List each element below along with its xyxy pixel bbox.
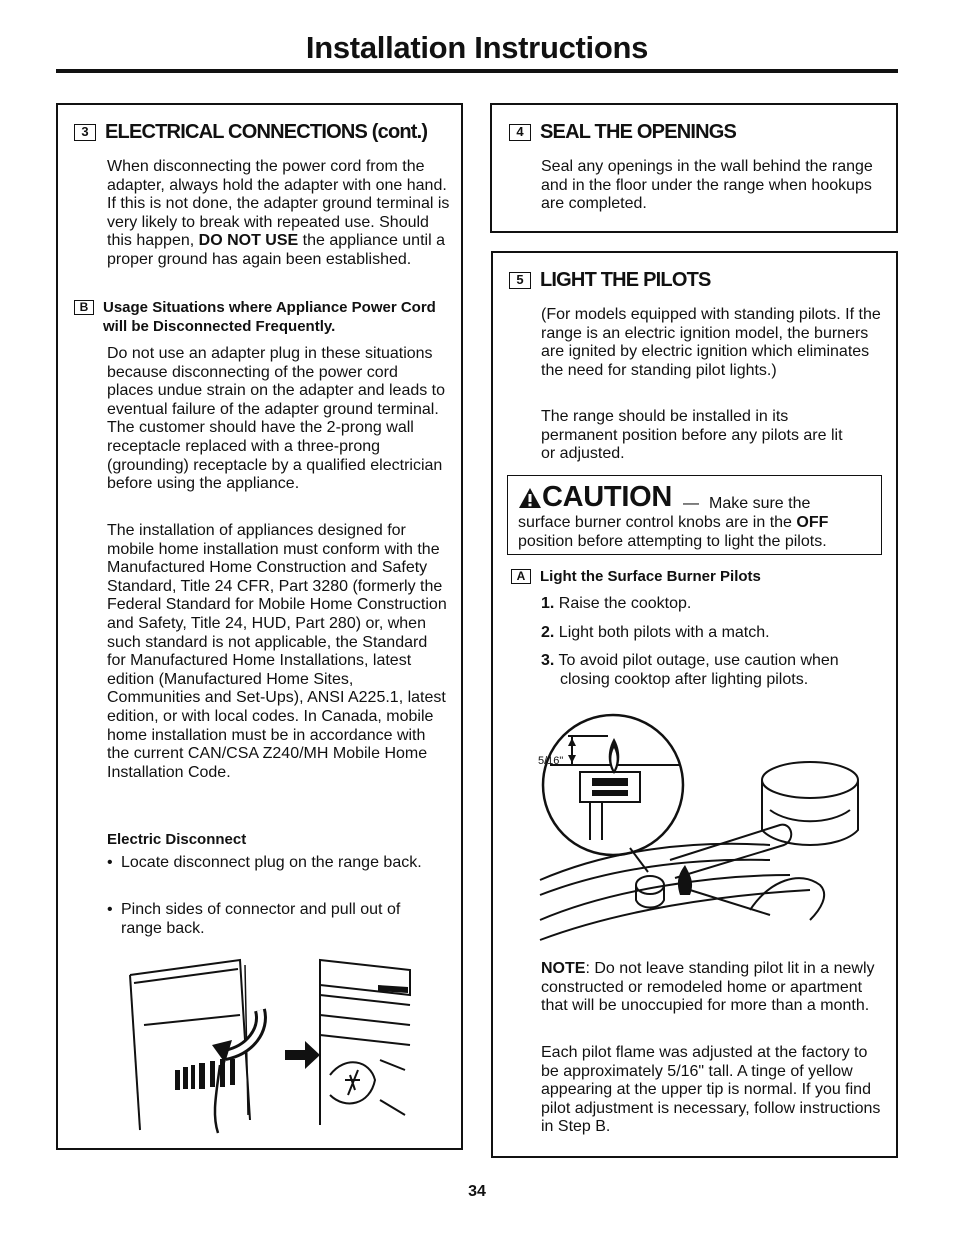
usage-situations-heading [74,298,446,336]
pilots-paragraph-1: (For models equipped with standing pilots. If the range is an electric ignition model, the burners are ignited by electric ignition which eliminates the need for standing pilot lights.) [541,306,881,379]
step-number-badge: 3 [74,124,96,141]
light-burner-pilots-heading [511,567,761,586]
title-rule [56,69,898,73]
electrical-paragraph-1 [107,158,452,270]
note-text: : Do not leave standing pilot lit in a newly constructed or remodeled home or apartment that will be unoccupied for more than a month. [541,960,875,1015]
step-text: Light both pilots with a match. [558,624,770,641]
step-num: 1. [541,595,555,612]
bullet-text: Pinch sides of connector and pull out of range back. [121,901,401,937]
caution-text-line-2 [518,514,883,551]
usage-situations-title: Usage Situations where Appliance Power Cord will be Disconnected Frequently. [103,299,436,335]
disconnect-plug-illustration [120,955,420,1135]
step-number-badge: 5 [509,272,531,289]
warning-triangle-icon [518,487,542,509]
pilots-paragraph-3: Each pilot flame was adjusted at the factory to be approximately 5/16" tall. A tinge of yellow appearing at the upper tip is normal. If you find pilot adjustment is necessary, follow instructions in Step B. [541,1044,881,1136]
bullet-item: • Pinch sides of connector and pull out of range back. [107,901,401,937]
step-number-badge: 4 [509,124,531,141]
caution-box [507,475,882,555]
light-burner-pilots-title: Light the Surface Burner Pilots [540,568,761,585]
caution-heading [518,481,672,514]
page-title: Installation Instructions [305,30,649,65]
caution-text-before: surface burner control knobs are in the [518,514,797,531]
sub-step-badge: A [511,569,531,584]
do-not-use-emphasis: DO NOT USE [198,232,299,250]
numbered-step-2 [541,624,881,643]
pilots-title: LIGHT THE PILOTS [540,269,711,291]
page-number: 34 [468,1183,486,1200]
bullet-text: Locate disconnect plug on the range back. [121,854,422,871]
step-num: 3. [541,652,555,669]
bullet-item: • Locate disconnect plug on the range back. [107,854,422,871]
pilots-step-heading [509,269,711,292]
caution-word: CAUTION [542,481,673,513]
step-text: Raise the cooktop. [558,595,692,612]
electrical-step-heading [74,121,427,144]
sub-step-badge: B [74,300,94,315]
seal-title: SEAL THE OPENINGS [540,121,737,143]
step-text: To avoid pilot outage, use caution when closing cooktop after lighting pilots. [558,652,839,688]
electrical-paragraph-2: Do not use an adapter plug in these situations because disconnecting of the power cord places undue strain on the adapter and leads to eventual failure of the adapter ground terminal. The customer should have the 2-prong wall receptacle replaced with a three-prong (grounding) receptacle by a qualified electrician before using the appliance. [107,345,446,493]
numbered-step-3 [541,652,886,689]
flame-height-label: 5/16" [538,755,564,767]
numbered-step-1 [541,595,881,614]
off-emphasis: OFF [796,514,829,531]
note-paragraph [541,960,886,1016]
pilot-lighting-illustration [530,700,890,950]
step-num: 2. [541,624,555,641]
note-label: NOTE [541,960,586,977]
electrical-title: ELECTRICAL CONNECTIONS (cont.) [105,121,428,143]
seal-step-heading [509,121,736,144]
electrical-paragraph-3: The installation of appliances designed for mobile home installation must conform with the Manufactured Home Construction and Safety Standard, Title 24 CFR, Part 3280 (formerly the Federal Standard for Mobile Home Construction and Safety, Title 24, HUD, Part 280) or, when such standard is not applicable, the Standard for Manufactured Home Installations, latest edition (Manufactured Home Sites, Communities and Set-Ups), ANSI A225.1, latest edition, or with local codes. In Canada, mobile home installation must be in accordance with the current CAN/CSA Z240/MH Mobile Home Installation Code. [107,522,447,781]
seal-paragraph: Seal any openings in the wall behind the range and in the floor under the range when hookups are completed. [541,158,873,213]
electrical-para1-tail: the appliance until a proper ground has again been established. [107,232,445,268]
pilots-paragraph-2: The range should be installed in its permanent position before any pilots are lit or adjusted. [541,408,843,463]
electric-disconnect-heading: Electric Disconnect [107,831,247,848]
caution-text-line-1: Make sure the [709,495,811,512]
electrical-para1-text: When disconnecting the power cord from the adapter, always hold the adapter with one hand. If this is not done, the adapter ground terminal is very likely to break with repeated use. Should this happen, [107,158,450,250]
caution-dash: — [683,495,699,512]
caution-text-after: position before attempting to light the pilots. [518,532,827,550]
